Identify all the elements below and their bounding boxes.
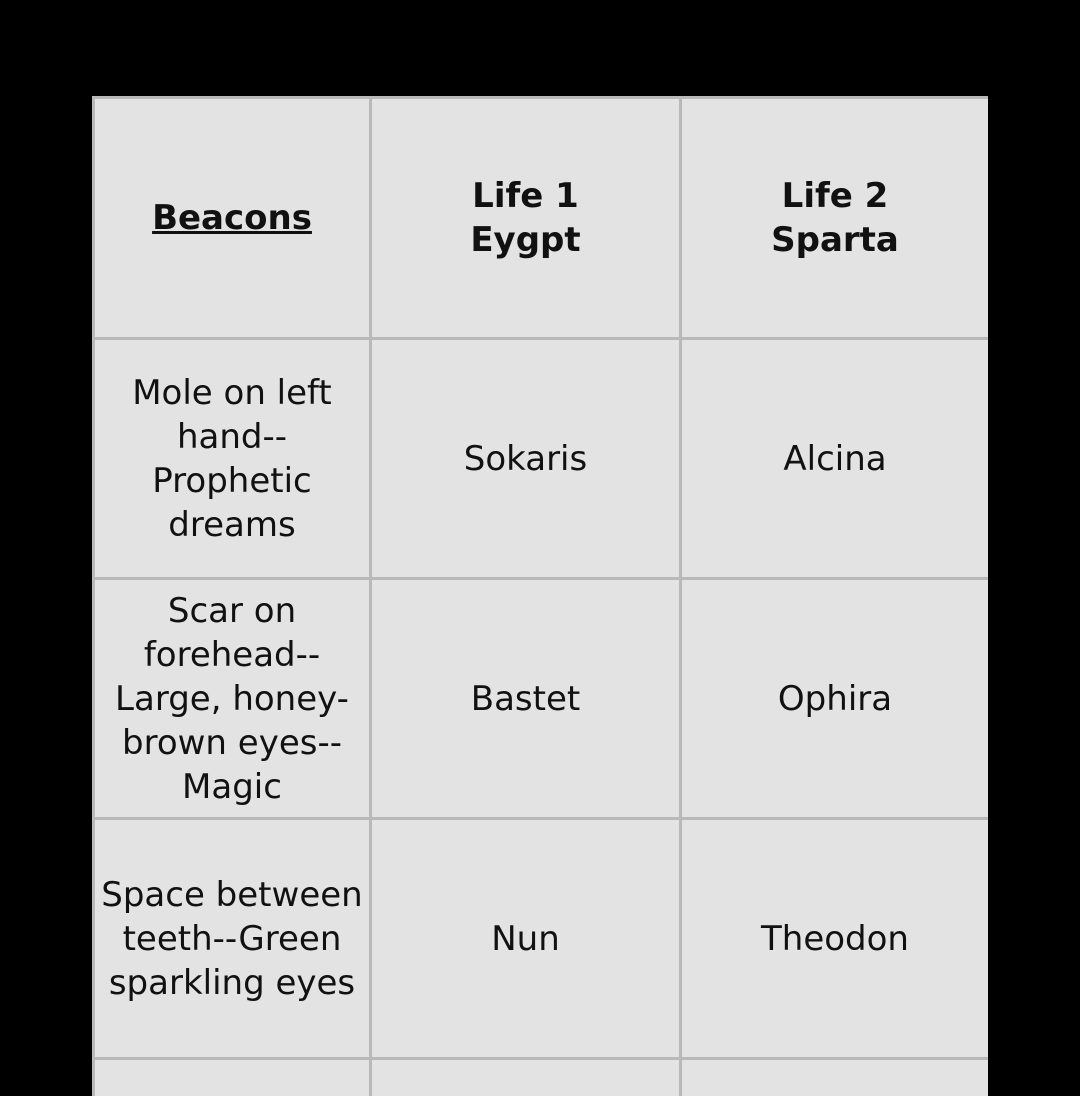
header-beacons-label: Beacons (152, 198, 312, 238)
beacons-table-container (92, 96, 988, 1096)
life2-cell: Alcina (681, 339, 989, 579)
header-life1-cell (371, 98, 681, 339)
life1-cell: Bastet (371, 579, 681, 819)
header-life2-place: Sparta (686, 218, 984, 262)
beacon-cell-empty (94, 1059, 371, 1096)
header-beacons-cell (94, 98, 371, 339)
header-life2-cell (681, 98, 989, 339)
table-row (94, 819, 989, 1059)
life2-cell: Ophira (681, 579, 989, 819)
header-life1-place: Eygpt (376, 218, 675, 262)
life1-cell: Sokaris (371, 339, 681, 579)
beacon-cell: Space between teeth--Green sparkling eyes (94, 819, 371, 1059)
life1-cell: Nun (371, 819, 681, 1059)
table-row (94, 339, 989, 579)
beacon-cell: Scar on forehead--Large, honey-brown eyes--Magic (94, 579, 371, 819)
beacons-table (92, 96, 988, 1096)
beacon-cell: Mole on left hand--Prophetic dreams (94, 339, 371, 579)
table-row (94, 579, 989, 819)
life1-cell-empty (371, 1059, 681, 1096)
life2-cell-empty (681, 1059, 989, 1096)
table-header-row (94, 98, 989, 339)
header-life1-label: Life 1 (376, 174, 675, 218)
header-life2-label: Life 2 (686, 174, 984, 218)
table-row-partial (94, 1059, 989, 1096)
life2-cell: Theodon (681, 819, 989, 1059)
